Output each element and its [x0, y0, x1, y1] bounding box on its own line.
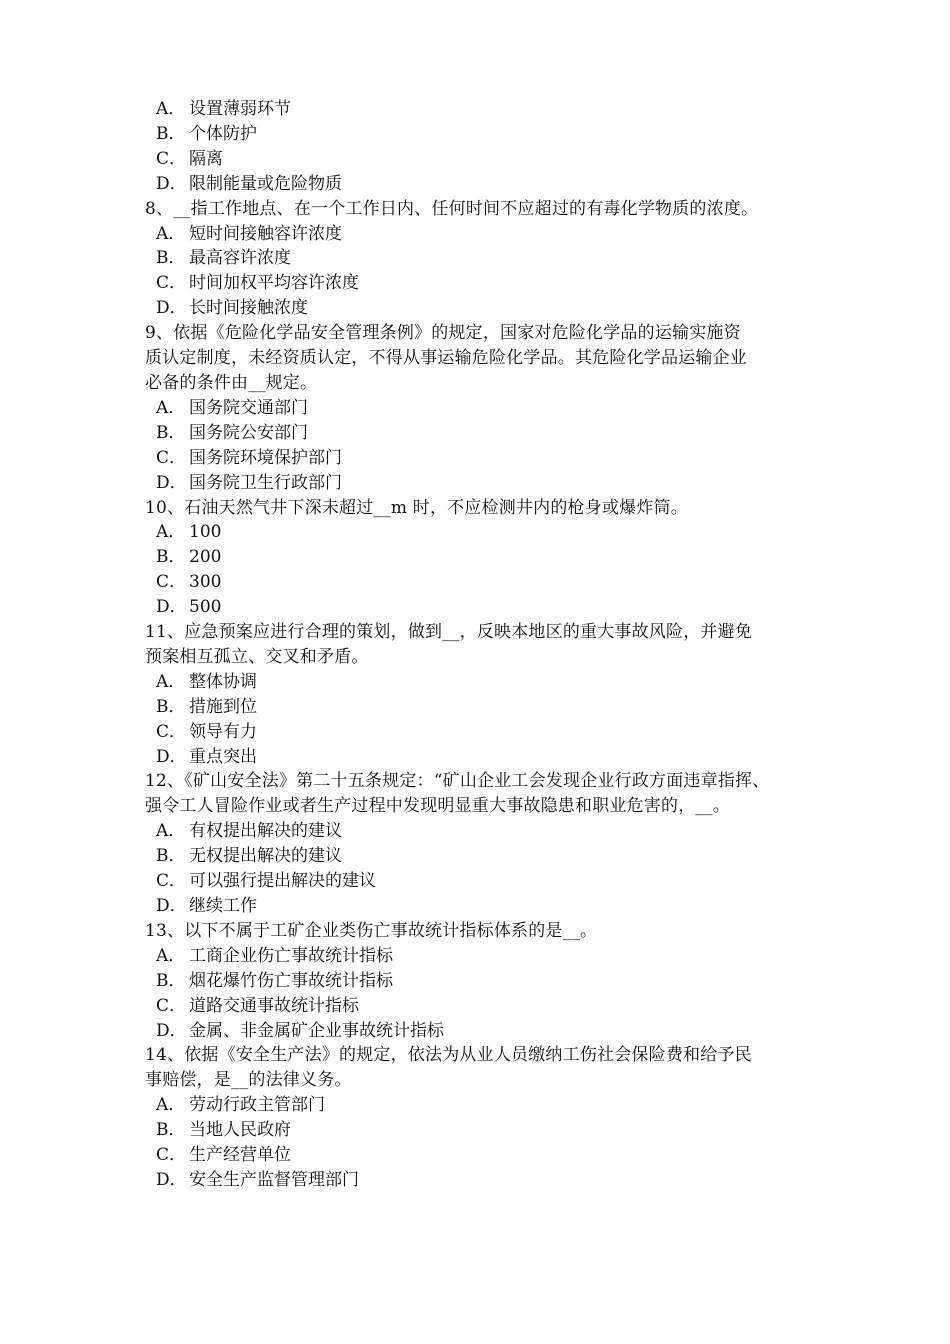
option-text: 300 — [189, 572, 222, 593]
answer-option — [145, 172, 835, 197]
question-text-line: 预案相互孤立、交叉和矛盾。 — [145, 646, 369, 667]
option-letter: D． — [156, 896, 187, 916]
option-letter: C． — [156, 148, 187, 169]
option-letter: A． — [156, 223, 186, 244]
option-text: 有权提出解决的建议 — [189, 821, 342, 842]
option-text: 长时间接触浓度 — [189, 298, 308, 319]
question-text-line: 9、依据《危险化学品安全管理条例》的规定，国家对危险化学品的运输实施资 — [145, 323, 741, 344]
question-q14 — [145, 1043, 835, 1192]
option-letter: B． — [156, 248, 186, 269]
option-letter: C． — [156, 871, 187, 892]
option-text: 工商企业伤亡事故统计指标 — [189, 945, 393, 966]
option-letter: D． — [156, 597, 187, 618]
question-text-line: 质认定制度，未经资质认定，不得从事运输危险化学品。其危险化学品运输企业 — [145, 348, 747, 369]
option-letter: A． — [156, 671, 186, 692]
option-text: 国务院环境保护部门 — [189, 447, 342, 468]
answer-option — [145, 844, 835, 869]
option-text: 个体防护 — [189, 123, 257, 144]
option-letter: C． — [156, 273, 187, 294]
question-text-line: 11、应急预案应进行合理的策划，做到__，反映本地区的重大事故风险，并避免 — [145, 622, 753, 643]
option-letter: A． — [156, 99, 186, 119]
answer-option — [145, 222, 835, 247]
option-text: 无权提出解决的建议 — [189, 846, 342, 867]
option-letter: B． — [156, 123, 186, 144]
option-letter: D． — [156, 472, 187, 493]
option-letter: C． — [156, 572, 187, 593]
option-letter: B． — [156, 696, 186, 717]
option-text: 措施到位 — [189, 696, 257, 717]
answer-option — [145, 1168, 835, 1193]
option-letter: B． — [156, 846, 186, 867]
answer-option — [145, 396, 835, 421]
option-text: 设置薄弱环节 — [189, 99, 291, 119]
option-text: 短时间接触容许浓度 — [189, 223, 342, 244]
question-q10 — [145, 496, 835, 621]
question-text-line: 10、石油天然气井下深未超过__m 时，不应检测井内的枪身或爆炸筒。 — [145, 497, 688, 518]
answer-option — [145, 570, 835, 595]
answer-option — [145, 695, 835, 720]
question-list — [145, 97, 835, 1193]
option-letter: B． — [156, 1120, 186, 1141]
answer-option — [145, 446, 835, 471]
answer-option — [145, 1118, 835, 1143]
option-letter: D． — [156, 1020, 187, 1041]
answer-option — [145, 1093, 835, 1118]
question-text-line: 13、以下不属于工矿企业类伤亡事故统计指标体系的是__。 — [145, 920, 598, 941]
option-text: 劳动行政主管部门 — [189, 1095, 325, 1116]
option-text: 国务院交通部门 — [189, 397, 308, 418]
question-q11 — [145, 620, 835, 769]
question-text-line: 8、__指工作地点、在一个工作日内、任何时间不应超过的有毒化学物质的浓度。 — [145, 198, 759, 219]
option-letter: C． — [156, 1145, 187, 1166]
answer-option — [145, 745, 835, 770]
answer-option — [145, 944, 835, 969]
question-text-line: 必备的条件由__规定。 — [145, 372, 318, 393]
option-text: 当地人民政府 — [189, 1120, 291, 1141]
answer-option — [145, 720, 835, 745]
option-text: 金属、非金属矿企业事故统计指标 — [189, 1020, 444, 1041]
answer-option — [145, 670, 835, 695]
answer-option — [145, 246, 835, 271]
question-q8 — [145, 197, 835, 322]
option-letter: D． — [156, 298, 187, 319]
option-letter: C． — [156, 721, 187, 742]
answer-option — [145, 819, 835, 844]
option-text: 限制能量或危险物质 — [189, 173, 342, 194]
question-text-line: 事赔偿，是__的法律义务。 — [145, 1070, 352, 1091]
question-q7-tail — [145, 97, 835, 197]
answer-option — [145, 520, 835, 545]
answer-option — [145, 994, 835, 1019]
option-text: 200 — [189, 547, 222, 568]
option-text: 领导有力 — [189, 721, 257, 742]
answer-option — [145, 271, 835, 296]
question-q12 — [145, 769, 835, 918]
answer-option — [145, 969, 835, 994]
option-letter: B． — [156, 547, 186, 568]
answer-option — [145, 595, 835, 620]
answer-option — [145, 471, 835, 496]
option-text: 隔离 — [189, 148, 223, 169]
option-text: 100 — [189, 522, 222, 543]
option-text: 最高容许浓度 — [189, 248, 291, 269]
option-letter: A． — [156, 945, 186, 966]
option-letter: A． — [156, 522, 186, 543]
question-text-line: 12、《矿山安全法》第二十五条规定：“矿山企业工会发现企业行政方面违章指挥、 — [145, 771, 770, 792]
answer-option — [145, 894, 835, 919]
option-text: 时间加权平均容许浓度 — [189, 273, 359, 294]
option-text: 国务院卫生行政部门 — [189, 472, 342, 493]
option-text: 500 — [189, 597, 222, 618]
answer-option — [145, 97, 835, 122]
option-letter: A． — [156, 397, 186, 418]
option-letter: C． — [156, 447, 187, 468]
answer-option — [145, 421, 835, 446]
option-letter: B． — [156, 970, 186, 991]
option-text: 整体协调 — [189, 671, 257, 692]
option-letter: A． — [156, 821, 186, 842]
question-q9 — [145, 321, 835, 495]
answer-option — [145, 869, 835, 894]
answer-option — [145, 147, 835, 172]
answer-option — [145, 545, 835, 570]
option-text: 生产经营单位 — [189, 1145, 291, 1166]
option-letter: B． — [156, 422, 186, 443]
option-text: 国务院公安部门 — [189, 422, 308, 443]
answer-option — [145, 1143, 835, 1168]
question-text-line: 强令工人冒险作业或者生产过程中发现明显重大事故隐患和职业危害的，__。 — [145, 796, 730, 817]
option-letter: A． — [156, 1095, 186, 1116]
option-text: 安全生产监督管理部门 — [189, 1169, 359, 1190]
option-text: 重点突出 — [189, 746, 257, 767]
option-text: 可以强行提出解决的建议 — [189, 871, 376, 892]
option-text: 继续工作 — [189, 896, 257, 916]
option-letter: C． — [156, 995, 187, 1016]
question-q13 — [145, 919, 835, 1044]
option-text: 道路交通事故统计指标 — [189, 995, 359, 1016]
question-text-line: 14、依据《安全生产法》的规定，依法为从业人员缴纳工伤社会保险费和给予民 — [145, 1045, 752, 1066]
answer-option — [145, 122, 835, 147]
option-letter: D． — [156, 1169, 187, 1190]
answer-option — [145, 1019, 835, 1044]
answer-option — [145, 296, 835, 321]
option-letter: D． — [156, 746, 187, 767]
option-letter: D． — [156, 173, 187, 194]
option-text: 烟花爆竹伤亡事故统计指标 — [189, 970, 393, 991]
